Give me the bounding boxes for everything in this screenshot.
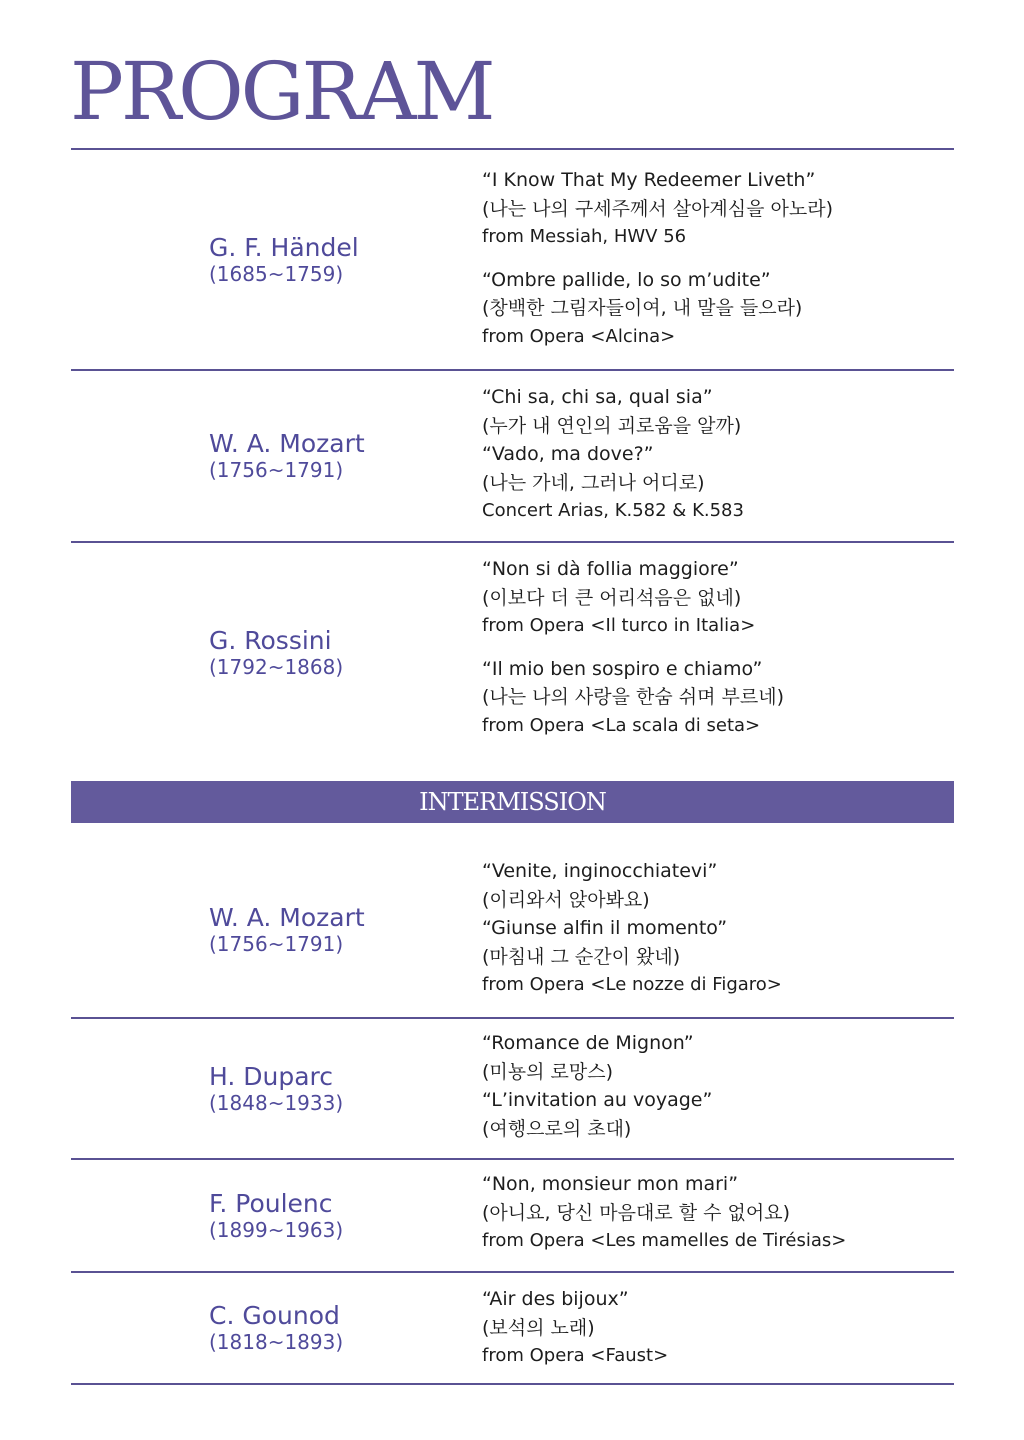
piece (482, 555, 952, 641)
composer-years: (1756~1791) (209, 932, 344, 956)
piece-title: “Il mio ben sospiro e chiamo” (482, 657, 763, 680)
program-row-rossini (71, 543, 954, 763)
composer-name: F. Poulenc (209, 1188, 333, 1218)
composer-name: W. A. Mozart (209, 429, 365, 458)
piece-source: from Messiah, HWV 56 (482, 226, 687, 247)
piece-title: “Non, monsieur mon mari” (482, 1173, 739, 1195)
piece (482, 655, 952, 741)
piece-title: “Non si dà follia maggiore” (482, 558, 739, 580)
works-list (482, 857, 952, 1000)
composer-name: W. A. Mozart (209, 903, 365, 932)
works-list (482, 1170, 952, 1256)
composer-block (209, 627, 343, 679)
divider (71, 1383, 954, 1385)
works-list (482, 166, 952, 365)
piece-korean-title: (이리와서 앉아봐요) (482, 888, 650, 911)
piece-source: from Opera <Le nozze di Figaro> (482, 974, 782, 995)
works-list (482, 383, 952, 526)
piece-source: from Opera <Il turco in Italia> (482, 615, 756, 636)
piece-korean-title: (보석의 노래) (482, 1316, 595, 1339)
piece-korean-title: (나는 나의 구세주께서 살아계심을 아노라) (482, 197, 834, 220)
piece-title: “Chi sa, chi sa, qual sia” (482, 386, 713, 408)
composer-years: (1899~1963) (209, 1217, 344, 1242)
piece-title: “Air des bijoux” (482, 1288, 629, 1310)
piece-source: from Opera <Alcina> (482, 325, 676, 347)
intermission-banner: INTERMISSION (71, 781, 954, 823)
composer-name: G. Rossini (209, 626, 332, 655)
composer-name: C. Gounod (209, 1301, 340, 1330)
piece-title: “Romance de Mignon” (482, 1032, 694, 1054)
program-row-mozart-figaro (71, 843, 954, 1017)
piece-korean-title: (이보다 더 큰 어리석음은 없네) (482, 586, 742, 609)
composer-name: H. Duparc (209, 1061, 334, 1091)
piece-korean-title: (나는 나의 사랑을 한숨 쉬며 부르네) (482, 686, 784, 708)
piece-title: “I Know That My Redeemer Liveth” (482, 169, 816, 191)
piece-korean-title: (미뇽의 로망스) (482, 1060, 613, 1083)
piece-title: “L’invitation au voyage” (482, 1089, 713, 1111)
piece-title: “Vado, ma dove?” (482, 443, 654, 465)
composer-block (209, 1063, 343, 1115)
composer-block (209, 234, 359, 286)
piece-source: from Opera <Les mamelles de Tirésias> (482, 1230, 847, 1251)
piece-korean-title: (누가 내 연인의 괴로움을 알까) (482, 414, 742, 437)
composer-name: G. F. Händel (209, 232, 359, 262)
piece-title: “Venite, inginocchiatevi” (482, 860, 718, 882)
composer-block (209, 1302, 343, 1354)
works-list (482, 1029, 952, 1143)
piece-korean-title: (창백한 그림자들이여, 내 말을 들으라) (482, 297, 803, 319)
piece-source: from Opera <Faust> (482, 1345, 669, 1366)
piece-source: Concert Arias, K.582 & K.583 (482, 500, 744, 521)
composer-block (209, 1190, 343, 1242)
program-row-gounod (71, 1273, 954, 1383)
piece (482, 166, 952, 252)
piece-korean-title: (여행으로의 초대) (482, 1117, 632, 1140)
composer-years: (1818~1893) (209, 1330, 344, 1354)
piece (482, 266, 952, 352)
works-list (482, 1285, 952, 1371)
composer-years: (1756~1791) (209, 458, 344, 482)
composer-block (209, 904, 365, 956)
program-row-poulenc (71, 1160, 954, 1271)
piece-title: “Giunse alfin il momento” (482, 917, 728, 939)
composer-block (209, 430, 365, 482)
piece-source: from Opera <La scala di seta> (482, 714, 761, 736)
composer-years: (1848~1933) (209, 1090, 344, 1115)
piece-korean-title: (나는 가네, 그러나 어디로) (482, 471, 705, 494)
works-list (482, 555, 952, 754)
piece-korean-title: (마침내 그 순간이 왔네) (482, 945, 681, 968)
page-title: PROGRAM (70, 45, 493, 138)
composer-years: (1685~1759) (209, 261, 344, 286)
program-row-duparc (71, 1019, 954, 1158)
composer-years: (1792~1868) (209, 655, 344, 679)
piece-title: “Ombre pallide, lo so m’udite” (482, 268, 771, 291)
program-row-mozart-arias (71, 371, 954, 541)
program-row-handel (71, 150, 954, 369)
piece-korean-title: (아니요, 당신 마음대로 할 수 없어요) (482, 1201, 791, 1224)
